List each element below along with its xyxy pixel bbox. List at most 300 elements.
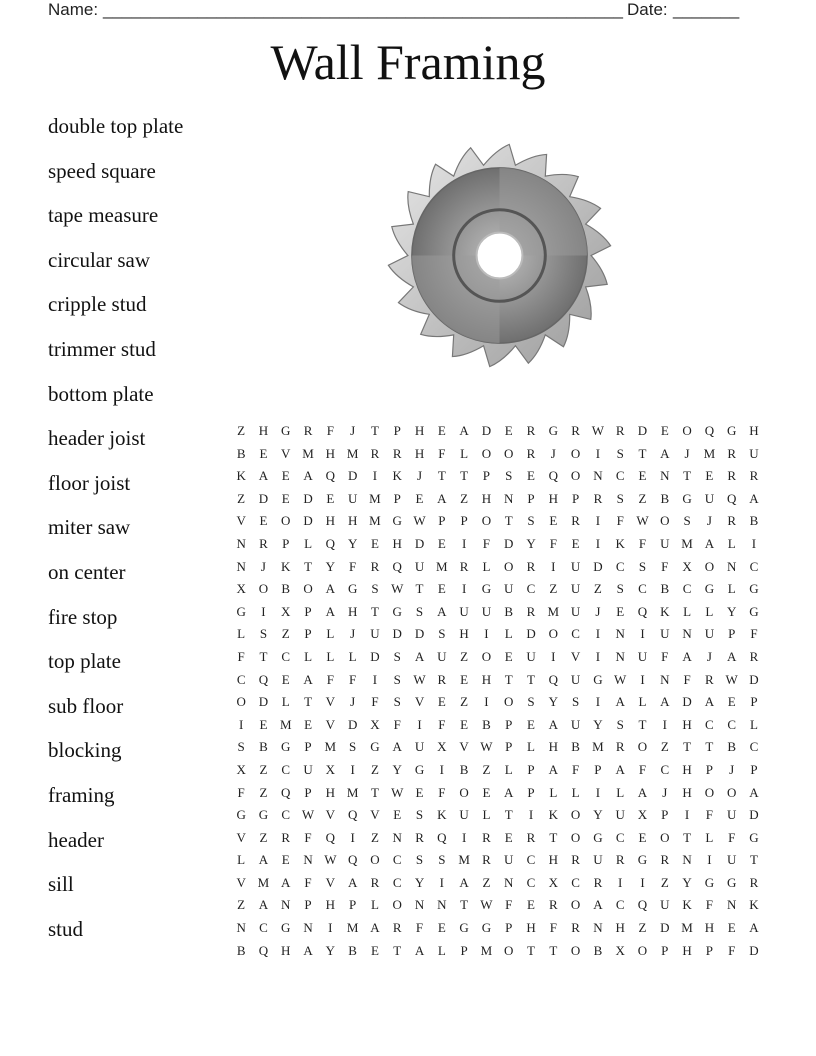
grid-letter: T (638, 716, 647, 732)
grid-letter: C (682, 581, 692, 597)
grid-letter: H (459, 626, 469, 642)
grid-letter: R (437, 671, 447, 687)
grid-letter: Y (548, 694, 558, 710)
grid-letter: V (325, 694, 336, 710)
grid-letter: Z (460, 694, 469, 710)
grid-letter: E (660, 423, 669, 438)
word-list-item: top plate (48, 649, 121, 674)
grid-letter: A (414, 648, 425, 664)
grid-letter: Q (726, 490, 737, 506)
grid-letter: S (683, 513, 691, 529)
grid-letter: T (527, 942, 535, 958)
grid-letter: S (527, 513, 535, 529)
grid-letter: F (349, 671, 357, 687)
grid-letter: A (258, 852, 269, 868)
grid-letter: M (703, 445, 716, 461)
grid-letter: E (393, 807, 402, 823)
grid-letter: C (660, 761, 670, 777)
grid-letter: Y (347, 535, 358, 551)
grid-letter: M (480, 942, 493, 958)
grid-letter: I (595, 626, 601, 642)
grid-letter: M (547, 603, 560, 619)
grid-letter: C (571, 626, 580, 642)
grid-letter: U (726, 852, 737, 868)
grid-letter: O (481, 648, 492, 664)
grid-letter: Q (704, 423, 715, 438)
grid-letter: S (616, 581, 624, 597)
grid-letter: P (460, 513, 468, 529)
grid-letter: Q (548, 671, 558, 687)
grid-letter: F (237, 648, 245, 664)
grid-letter: G (459, 920, 469, 936)
grid-letter: R (392, 920, 402, 936)
grid-letter: I (484, 694, 489, 710)
grid-letter: L (482, 807, 491, 823)
grid-letter: Q (258, 671, 269, 687)
grid-letter: P (750, 761, 758, 777)
grid-letter: Q (637, 897, 648, 913)
grid-letter: P (661, 942, 669, 958)
grid-letter: E (504, 829, 513, 845)
grid-letter: B (259, 739, 268, 755)
grid-letter: Y (526, 535, 536, 551)
grid-letter: M (592, 739, 604, 755)
grid-letter: P (571, 490, 580, 506)
grid-letter: Z (259, 784, 268, 800)
name-date-line (48, 0, 748, 20)
grid-letter: U (593, 852, 603, 868)
grid-letter: S (415, 852, 424, 868)
grid-letter: L (482, 558, 491, 574)
grid-letter: E (415, 490, 424, 506)
grid-letter: H (548, 490, 558, 506)
grid-letter: A (303, 671, 313, 687)
grid-letter: W (614, 671, 627, 687)
grid-letter: T (304, 694, 313, 710)
grid-letter: D (370, 648, 380, 664)
grid-letter: D (504, 535, 514, 551)
grid-letter: R (571, 423, 580, 438)
grid-letter: D (682, 694, 692, 710)
grid-letter: O (660, 513, 670, 529)
grid-letter: A (504, 784, 514, 800)
grid-letter: O (726, 784, 737, 800)
word-list-item: sill (48, 872, 74, 897)
grid-letter: G (281, 739, 291, 755)
grid-letter: O (504, 558, 514, 574)
grid-letter: E (482, 784, 491, 800)
grid-letter: L (638, 694, 647, 710)
grid-letter: H (392, 535, 402, 551)
grid-letter: O (481, 445, 492, 461)
grid-letter: F (438, 784, 446, 800)
grid-letter: W (391, 784, 404, 800)
grid-letter: W (725, 671, 738, 687)
grid-letter: D (347, 468, 358, 484)
grid-letter: R (526, 603, 536, 619)
date-field[interactable]: _______ (673, 0, 740, 19)
grid-letter: S (371, 581, 379, 597)
grid-letter: P (594, 761, 602, 777)
grid-letter: Z (482, 874, 491, 890)
grid-letter: L (304, 535, 313, 551)
grid-letter: D (303, 490, 313, 506)
grid-letter: I (350, 761, 355, 777)
grid-letter: D (637, 423, 648, 438)
grid-letter: Y (392, 761, 402, 777)
grid-letter: F (438, 445, 446, 461)
grid-letter: L (571, 784, 580, 800)
grid-letter: D (258, 490, 269, 506)
grid-letter: I (439, 874, 444, 890)
grid-letter: A (660, 445, 670, 461)
grid-letter: R (571, 852, 580, 868)
grid-letter: U (481, 603, 492, 619)
grid-letter: K (660, 603, 670, 619)
grid-letter: U (660, 626, 670, 642)
grid-letter: H (414, 423, 425, 438)
grid-letter: R (370, 558, 380, 574)
grid-letter: Z (370, 761, 379, 777)
grid-letter: R (749, 648, 759, 664)
grid-letter: L (527, 739, 535, 755)
grid-letter: O (570, 897, 581, 913)
grid-letter: I (551, 558, 556, 574)
grid-letter: B (281, 581, 291, 597)
grid-letter: R (482, 829, 491, 845)
grid-letter: X (236, 761, 246, 777)
grid-letter: I (372, 468, 378, 484)
grid-letter: G (637, 852, 648, 868)
grid-letter: F (304, 829, 312, 845)
grid-letter: H (749, 423, 759, 438)
grid-letter: C (615, 897, 625, 913)
grid-letter: B (236, 942, 246, 958)
grid-letter: J (416, 468, 423, 484)
grid-letter: F (482, 535, 491, 551)
grid-letter: A (325, 581, 336, 597)
grid-letter: P (527, 490, 535, 506)
grid-letter: V (236, 513, 246, 529)
grid-letter: Q (347, 852, 358, 868)
grid-letter: P (304, 897, 312, 913)
grid-letter: F (393, 716, 401, 732)
grid-letter: I (751, 535, 757, 551)
grid-letter: E (281, 671, 290, 687)
grid-letter: U (660, 535, 670, 551)
grid-letter: H (682, 716, 692, 732)
grid-letter: P (349, 897, 357, 913)
grid-letter: F (661, 558, 669, 574)
grid-letter: Q (281, 784, 291, 800)
grid-letter: R (526, 423, 536, 438)
grid-letter: L (326, 648, 335, 664)
grid-letter: G (749, 581, 759, 597)
grid-letter: U (749, 445, 759, 461)
grid-letter: L (504, 761, 513, 777)
grid-letter: Z (370, 829, 379, 845)
grid-letter: A (459, 423, 469, 438)
grid-letter: C (281, 648, 291, 664)
grid-letter: F (371, 694, 379, 710)
grid-letter: P (505, 920, 513, 936)
grid-letter: P (705, 942, 713, 958)
grid-letter: L (705, 829, 714, 845)
grid-letter: A (437, 603, 447, 619)
grid-letter: P (282, 535, 290, 551)
grid-letter: R (571, 920, 580, 936)
grid-letter: I (684, 807, 690, 823)
grid-letter: Z (660, 874, 669, 890)
grid-letter: T (437, 468, 446, 484)
grid-letter: U (347, 490, 358, 506)
grid-letter: A (615, 761, 625, 777)
grid-letter: R (615, 852, 625, 868)
grid-letter: O (392, 897, 402, 913)
grid-letter: R (548, 897, 558, 913)
grid-letter: C (727, 716, 737, 732)
grid-letter: L (348, 648, 357, 664)
grid-letter: T (304, 558, 313, 574)
word-list-item: header joist (48, 426, 146, 451)
grid-letter: J (550, 445, 556, 461)
grid-letter: A (615, 694, 625, 710)
grid-letter: A (325, 603, 336, 619)
grid-letter: O (258, 581, 269, 597)
grid-letter: Y (726, 603, 737, 619)
word-list-item: tape measure (48, 203, 159, 228)
grid-letter: F (438, 716, 446, 732)
grid-letter: P (460, 942, 468, 958)
grid-letter: X (637, 807, 648, 823)
grid-letter: L (281, 694, 290, 710)
grid-letter: T (504, 671, 513, 687)
grid-letter: C (236, 671, 246, 687)
word-list-item: blocking (48, 738, 122, 763)
grid-letter: A (370, 920, 380, 936)
grid-letter: A (637, 784, 648, 800)
grid-letter: J (260, 558, 266, 574)
grid-letter: E (304, 716, 313, 732)
grid-letter: T (370, 603, 379, 619)
grid-letter: U (570, 671, 581, 687)
grid-letter: R (727, 513, 737, 529)
grid-letter: I (461, 581, 467, 597)
grid-letter: N (682, 852, 692, 868)
grid-letter: P (304, 739, 312, 755)
grid-letter: E (437, 423, 446, 438)
grid-letter: A (459, 874, 469, 890)
grid-letter: I (484, 626, 489, 642)
grid-letter: M (346, 445, 359, 461)
grid-letter: M (346, 784, 359, 800)
grid-letter: R (281, 829, 291, 845)
grid-letter: C (526, 852, 536, 868)
grid-letter: I (595, 694, 601, 710)
grid-letter: V (281, 445, 291, 461)
grid-letter: V (570, 648, 581, 664)
grid-letter: S (438, 852, 446, 868)
grid-letter: A (704, 694, 715, 710)
grid-letter: E (705, 468, 714, 484)
grid-letter: H (258, 423, 269, 438)
grid-letter: C (705, 716, 714, 732)
grid-letter: E (616, 603, 625, 619)
grid-letter: J (595, 603, 601, 619)
grid-letter: B (727, 739, 737, 755)
grid-letter: C (281, 807, 291, 823)
grid-letter: I (595, 445, 601, 461)
grid-letter: Q (637, 603, 648, 619)
grid-letter: G (726, 423, 737, 438)
grid-letter: P (304, 603, 312, 619)
grid-letter: I (640, 874, 645, 890)
name-field[interactable]: _______________________________________________________ (103, 0, 624, 19)
grid-letter: R (593, 490, 603, 506)
grid-letter: Z (482, 761, 491, 777)
grid-letter: I (595, 784, 601, 800)
grid-letter: R (705, 671, 714, 687)
grid-letter: E (259, 716, 268, 732)
grid-letter: F (505, 897, 513, 913)
grid-letter: E (326, 490, 335, 506)
grid-letter: A (414, 942, 425, 958)
grid-letter: I (707, 852, 712, 868)
grid-letter: L (705, 603, 714, 619)
grid-letter: D (392, 626, 402, 642)
grid-letter: U (570, 603, 581, 619)
grid-letter: G (593, 671, 603, 687)
word-list (48, 104, 248, 951)
grid-letter: Q (325, 829, 336, 845)
grid-letter: N (281, 897, 291, 913)
grid-letter: F (326, 671, 334, 687)
grid-letter: J (350, 694, 356, 710)
grid-letter: L (460, 445, 469, 461)
grid-letter: C (615, 558, 625, 574)
grid-letter: E (415, 784, 424, 800)
grid-letter: R (526, 445, 536, 461)
grid-letter: Q (258, 942, 269, 958)
grid-letter: P (527, 784, 535, 800)
word-list-item: cripple stud (48, 292, 147, 317)
grid-letter: O (637, 739, 648, 755)
grid-letter: Q (325, 535, 336, 551)
grid-letter: U (637, 648, 648, 664)
grid-letter: L (549, 784, 558, 800)
grid-letter: Z (259, 761, 268, 777)
grid-letter: I (261, 603, 266, 619)
grid-letter: O (504, 445, 514, 461)
grid-letter: G (258, 807, 269, 823)
grid-letter: T (750, 852, 758, 868)
grid-letter: G (481, 581, 492, 597)
grid-letter: K (548, 807, 558, 823)
grid-letter: C (749, 739, 759, 755)
date-label: Date: (627, 0, 668, 19)
grid-letter: J (729, 761, 735, 777)
grid-letter: G (749, 829, 759, 845)
grid-letter: H (281, 942, 291, 958)
grid-letter: Y (414, 874, 425, 890)
grid-letter: S (616, 445, 624, 461)
grid-letter: W (413, 513, 426, 529)
grid-letter: O (281, 513, 291, 529)
grid-letter: I (640, 626, 645, 642)
grid-letter: E (638, 829, 647, 845)
grid-letter: M (346, 920, 359, 936)
grid-letter: U (414, 739, 425, 755)
saw-arbor-hole (477, 233, 523, 279)
grid-letter: V (414, 694, 425, 710)
grid-letter: M (369, 490, 381, 506)
grid-letter: S (393, 648, 401, 664)
grid-letter: E (460, 671, 469, 687)
grid-letter: M (302, 445, 314, 461)
grid-letter: O (236, 694, 246, 710)
grid-letter: Z (660, 739, 669, 755)
grid-letter: P (728, 626, 736, 642)
grid-letter: Q (392, 558, 402, 574)
grid-letter: I (618, 874, 623, 890)
grid-letter: C (392, 852, 402, 868)
grid-letter: Z (460, 490, 469, 506)
grid-letter: F (616, 513, 624, 529)
grid-letter: S (527, 694, 535, 710)
grid-letter: J (706, 513, 712, 529)
grid-letter: L (750, 716, 758, 732)
grid-letter: A (258, 897, 269, 913)
grid-letter: N (726, 558, 737, 574)
grid-letter: O (570, 829, 581, 845)
grid-letter: M (681, 535, 693, 551)
grid-letter: T (527, 671, 535, 687)
grid-letter: O (682, 423, 692, 438)
grid-letter: S (393, 671, 401, 687)
grid-letter: S (438, 626, 446, 642)
grid-letter: A (749, 920, 759, 936)
grid-letter: B (348, 942, 357, 958)
grid-letter: U (459, 603, 469, 619)
grid-letter: O (504, 694, 514, 710)
grid-letter: C (615, 829, 625, 845)
grid-letter: K (236, 468, 246, 484)
grid-letter: D (414, 626, 425, 642)
grid-letter: A (303, 468, 313, 484)
grid-letter: H (682, 784, 692, 800)
grid-letter: R (459, 558, 469, 574)
grid-letter: W (301, 807, 315, 823)
grid-letter: I (350, 829, 355, 845)
grid-letter: Z (237, 423, 246, 438)
word-list-item: sub floor (48, 693, 124, 718)
word-search-grid (230, 420, 765, 962)
grid-letter: Z (638, 490, 647, 506)
grid-letter: R (571, 513, 580, 529)
grid-letter: G (392, 513, 402, 529)
grid-letter: R (593, 874, 603, 890)
grid-letter: U (726, 807, 737, 823)
grid-letter: U (526, 648, 536, 664)
grid-letter: U (370, 626, 380, 642)
grid-letter: C (392, 874, 402, 890)
grid-letter: Y (593, 716, 603, 732)
grid-letter: I (551, 648, 556, 664)
grid-letter: O (570, 468, 581, 484)
grid-letter: K (615, 535, 625, 551)
grid-letter: T (415, 581, 424, 597)
grid-letter: K (392, 468, 402, 484)
